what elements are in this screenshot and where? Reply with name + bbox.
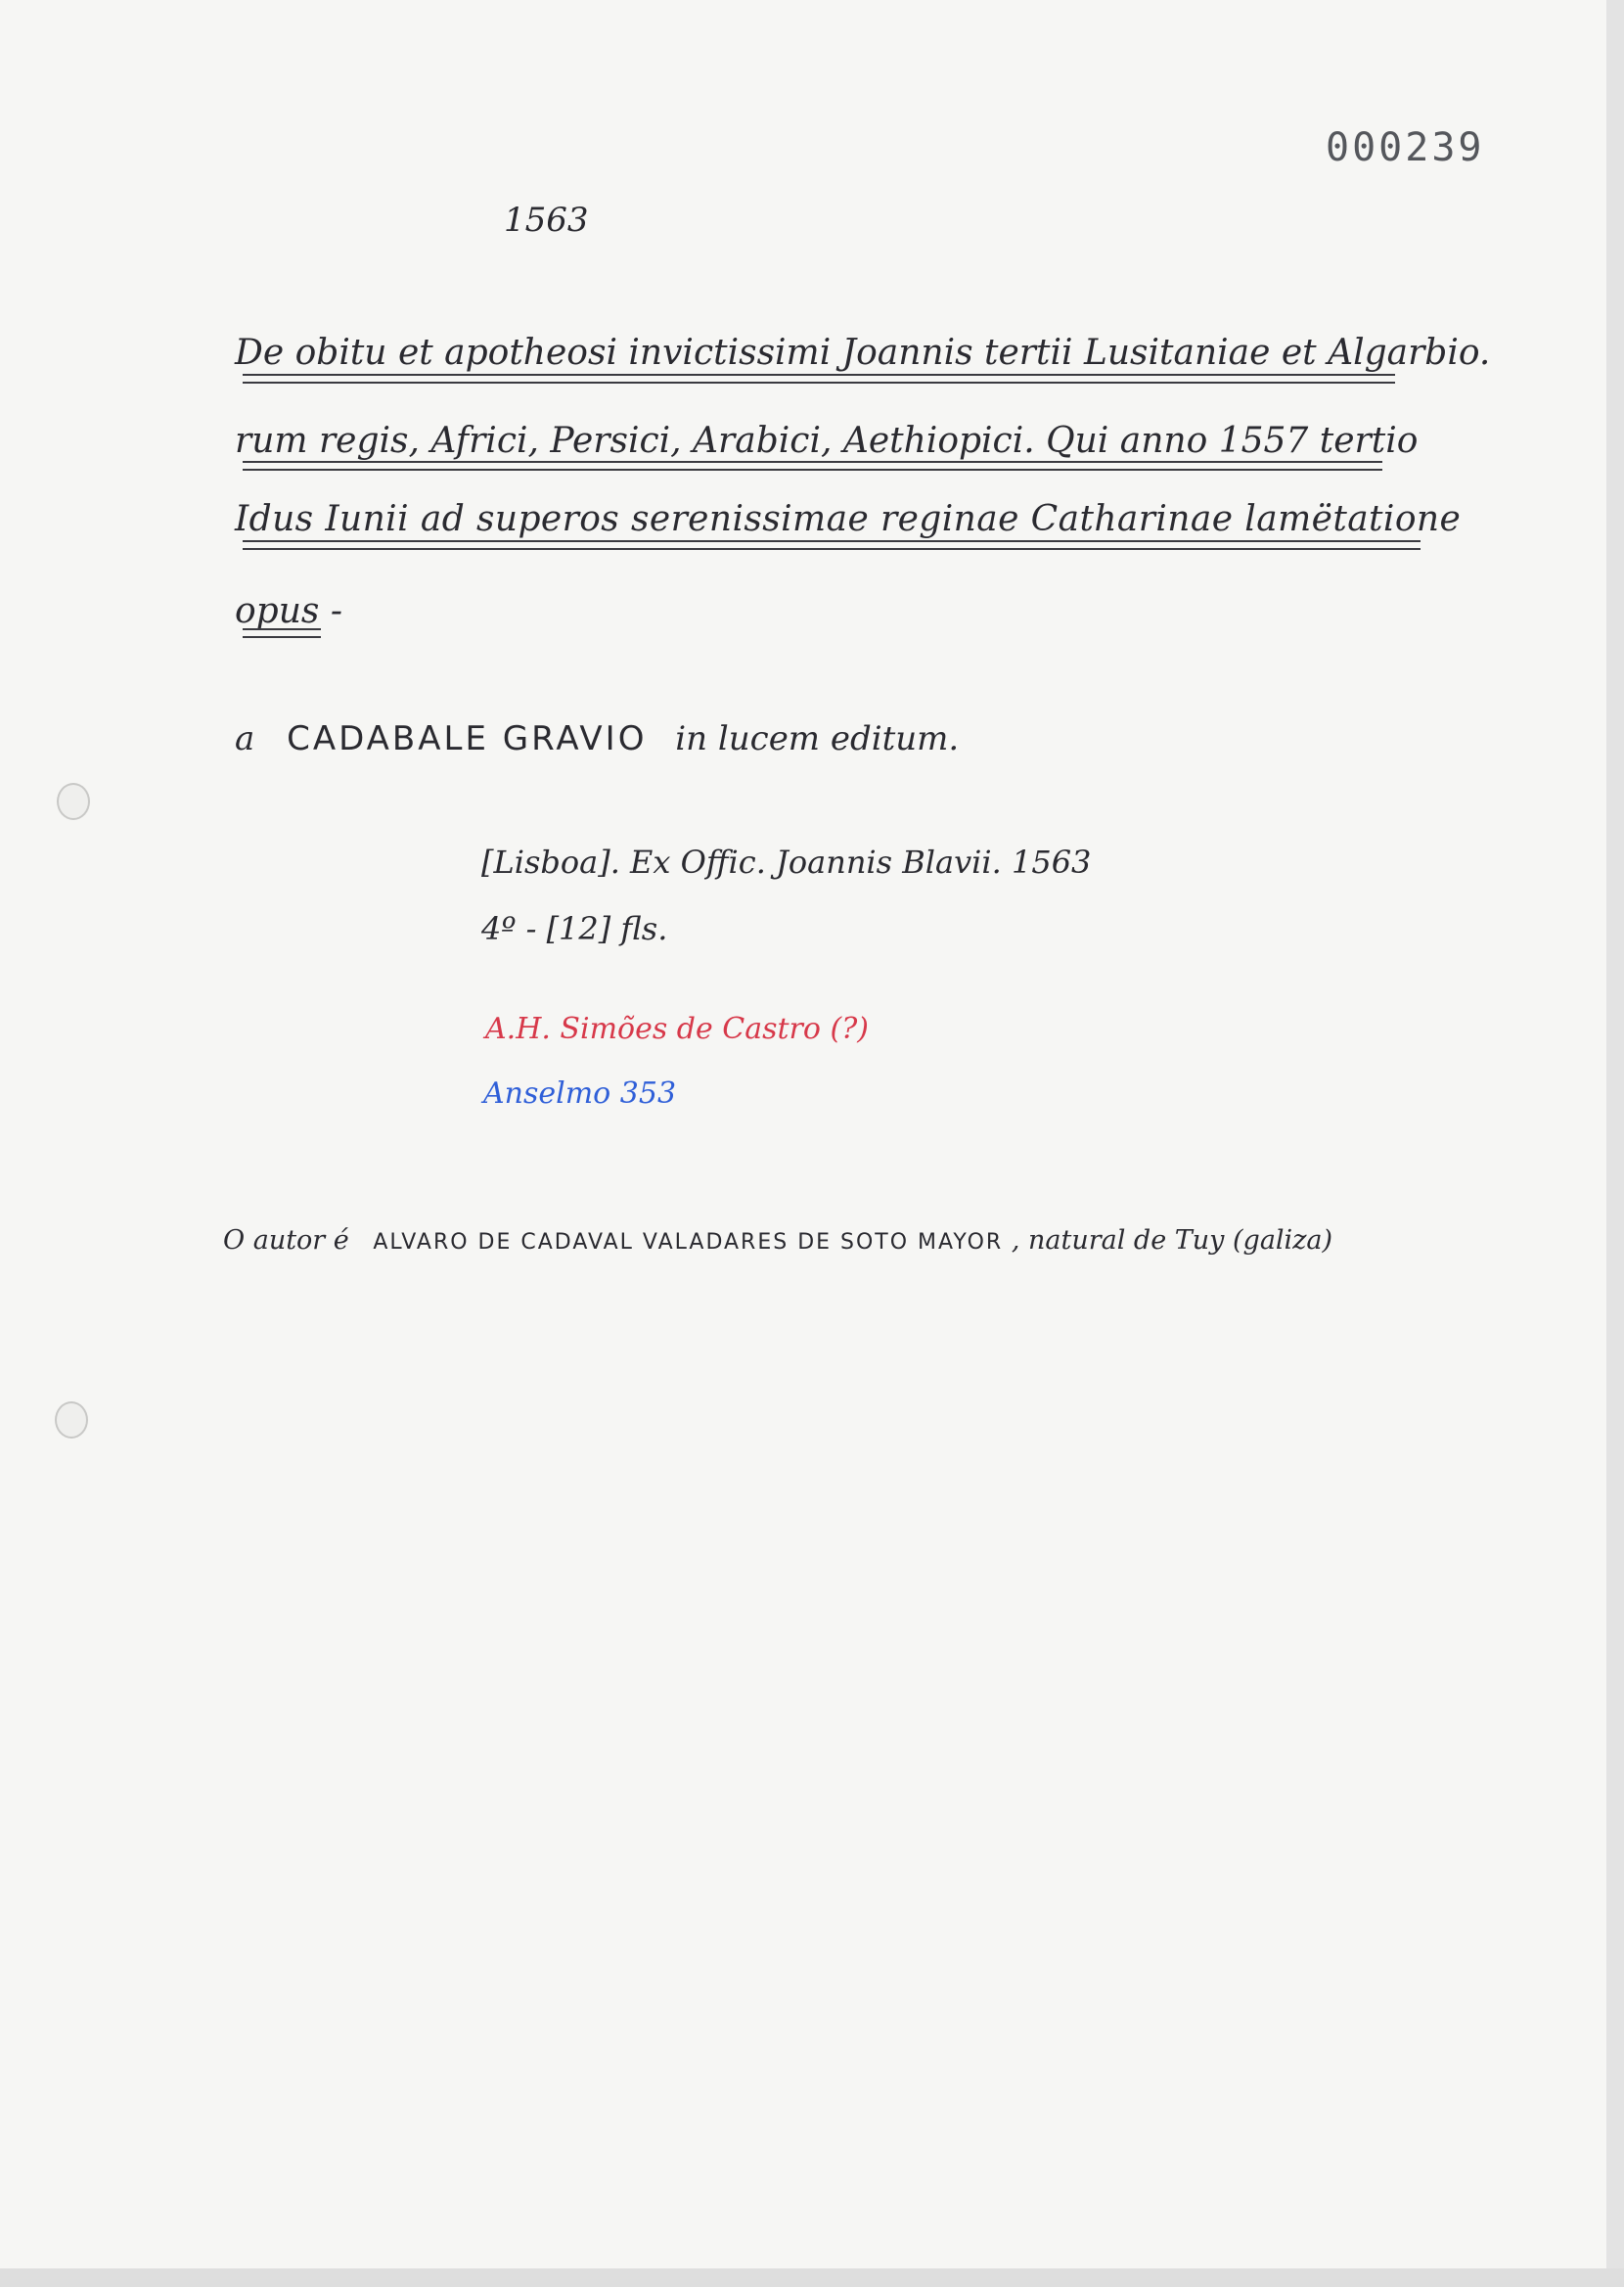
author-note <box>223 1225 1332 1256</box>
year-heading: 1563 <box>504 201 589 240</box>
underline <box>243 636 321 638</box>
page-edge-bottom <box>0 2268 1624 2287</box>
title-line-4: opus - <box>235 591 342 631</box>
stamp-number: 000239 <box>1326 125 1485 170</box>
underline <box>243 628 321 630</box>
author-note-prefix: O autor é <box>223 1225 349 1256</box>
imprint-line-2: 4º - [12] fls. <box>481 910 668 947</box>
red-note: A.H. Simões de Castro (?) <box>485 1012 869 1046</box>
underline <box>243 382 1395 384</box>
author-suffix: in lucem editum. <box>675 719 960 758</box>
title-line-1: De obitu et apotheosi invictissimi Joannis tertii Lusitaniae et Algarbio. <box>235 333 1491 373</box>
underline <box>243 548 1421 550</box>
imprint-line-1: [Lisboa]. Ex Offic. Joannis Blavii. 1563 <box>481 844 1092 881</box>
punch-hole-top <box>57 783 90 820</box>
title-line-2: rum regis, Africi, Persici, Arabici, Aethiopici. Qui anno 1557 tertio <box>235 421 1419 461</box>
author-prefix: a <box>235 719 255 758</box>
author-note-name: ALVARO DE CADAVAL VALADARES DE SOTO MAYOR <box>373 1230 1004 1255</box>
author-name: CADABALE GRAVIO <box>287 719 648 758</box>
underline <box>243 374 1395 376</box>
underline <box>243 540 1421 542</box>
underline <box>243 461 1382 463</box>
author-line <box>235 719 959 758</box>
punch-hole-bottom <box>55 1401 88 1439</box>
author-note-suffix: , natural de Tuy (galiza) <box>1011 1225 1333 1256</box>
page-edge-right <box>1606 0 1624 2287</box>
blue-note: Anselmo 353 <box>483 1076 677 1111</box>
title-line-3: Idus Iunii ad superos serenissimae reginae Catharinae lamëtatione <box>235 499 1462 539</box>
underline <box>243 469 1382 471</box>
